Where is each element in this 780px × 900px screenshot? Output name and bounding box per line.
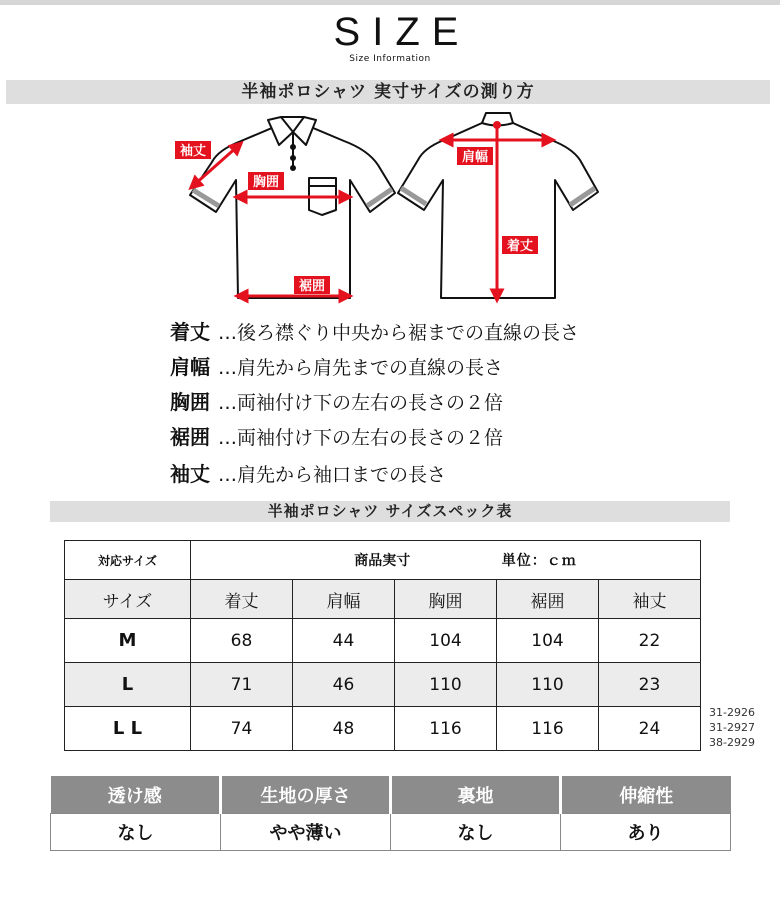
definition-term: 袖丈 bbox=[170, 462, 210, 486]
value-cell: 71 bbox=[191, 663, 293, 707]
sleeve-label: 袖丈 bbox=[179, 144, 207, 159]
value-cell: 23 bbox=[599, 663, 701, 707]
definition-chest bbox=[170, 388, 503, 416]
size-column-label: サイズ bbox=[65, 580, 191, 619]
definition-desc: …両袖付け下の左右の長さの２倍 bbox=[218, 427, 504, 449]
value-cell: 104 bbox=[395, 619, 497, 663]
definition-desc: …肩先から肩先までの直線の長さ bbox=[218, 357, 504, 379]
value-cell: 116 bbox=[395, 707, 497, 751]
length-label: 着丈 bbox=[506, 239, 534, 254]
definition-desc: …肩先から袖口までの長さ bbox=[218, 464, 447, 486]
size-cell: M bbox=[65, 619, 191, 663]
value-cell: 46 bbox=[293, 663, 395, 707]
value-cell: 68 bbox=[191, 619, 293, 663]
shoulder-label: 肩幅 bbox=[461, 150, 489, 165]
definition-term: 胸囲 bbox=[170, 390, 210, 414]
value-cell: 110 bbox=[395, 663, 497, 707]
definition-term: 着丈 bbox=[170, 320, 210, 344]
measurement-section-title: 半袖ポロシャツ 実寸サイズの測り方 bbox=[6, 80, 770, 104]
front-shirt-illustration bbox=[190, 117, 395, 298]
attribute-header: 透け感 bbox=[51, 776, 221, 814]
definition-term: 裾囲 bbox=[170, 425, 210, 449]
value-cell: 24 bbox=[599, 707, 701, 751]
attribute-header: 生地の厚さ bbox=[221, 776, 391, 814]
column-header: 肩幅 bbox=[293, 580, 395, 619]
definition-length bbox=[170, 318, 579, 346]
value-cell: 44 bbox=[293, 619, 395, 663]
value-cell: 48 bbox=[293, 707, 395, 751]
value-cell: 116 bbox=[497, 707, 599, 751]
attribute-value: なし bbox=[51, 814, 221, 851]
definition-hem bbox=[170, 423, 503, 451]
column-header: 裾囲 bbox=[497, 580, 599, 619]
attribute-header: 伸縮性 bbox=[561, 776, 731, 814]
definition-desc: …両袖付け下の左右の長さの２倍 bbox=[218, 392, 504, 414]
column-header: 胸囲 bbox=[395, 580, 497, 619]
value-cell: 110 bbox=[497, 663, 599, 707]
table-row bbox=[65, 707, 701, 751]
attribute-value: あり bbox=[561, 814, 731, 851]
definition-desc: …後ろ襟ぐり中央から裾までの直線の長さ bbox=[218, 322, 580, 344]
size-spec-table bbox=[64, 540, 701, 751]
definition-term: 肩幅 bbox=[170, 355, 210, 379]
hem-label: 裾囲 bbox=[298, 279, 326, 294]
attribute-value: やや薄い bbox=[221, 814, 391, 851]
product-code: 38-2929 bbox=[709, 736, 755, 749]
chest-label: 胸囲 bbox=[252, 175, 280, 190]
unit-label: 単位：ｃｍ bbox=[501, 553, 577, 569]
table-header bbox=[191, 541, 701, 580]
size-cell: L L bbox=[65, 707, 191, 751]
header-title: 商品実寸 bbox=[354, 553, 411, 569]
top-border bbox=[0, 0, 780, 5]
product-code: 31-2927 bbox=[709, 721, 755, 734]
table-row bbox=[65, 663, 701, 707]
value-cell: 74 bbox=[191, 707, 293, 751]
column-header: 袖丈 bbox=[599, 580, 701, 619]
size-cell: L bbox=[65, 663, 191, 707]
product-code: 31-2926 bbox=[709, 706, 755, 719]
fabric-attributes-table bbox=[50, 776, 731, 851]
corner-label: 対応サイズ bbox=[65, 541, 191, 580]
definition-shoulder bbox=[170, 353, 503, 381]
value-cell: 22 bbox=[599, 619, 701, 663]
value-cell: 104 bbox=[497, 619, 599, 663]
table-row bbox=[65, 619, 701, 663]
measurement-diagram bbox=[160, 110, 610, 306]
attribute-value: なし bbox=[391, 814, 561, 851]
attribute-header: 裏地 bbox=[391, 776, 561, 814]
page-subtitle: Size Information bbox=[349, 54, 431, 64]
spec-section-title: 半袖ポロシャツ サイズスペック表 bbox=[50, 501, 730, 522]
page-title: SIZE bbox=[333, 10, 471, 54]
product-codes bbox=[709, 705, 755, 750]
column-header: 着丈 bbox=[191, 580, 293, 619]
definition-sleeve bbox=[170, 460, 446, 488]
